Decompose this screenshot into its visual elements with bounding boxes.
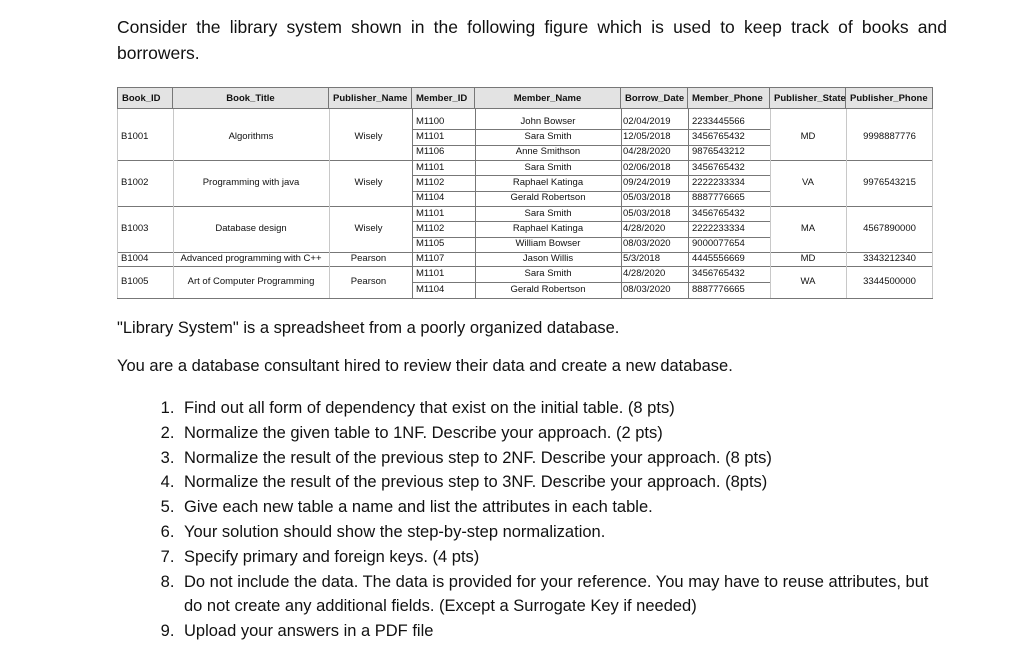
table-rule: [846, 109, 847, 298]
publisher-name-cell: Pearson: [350, 253, 387, 264]
borrow-date-cell: 08/03/2020: [623, 238, 671, 250]
publisher-name-cell: Wisely: [354, 223, 383, 234]
member-name-cell: Sara Smith: [524, 161, 572, 173]
intro-text: Consider the library system shown in the following figure which is used to keep track of books and borrowers.: [117, 17, 947, 63]
member-phone-cell: 9876543212: [692, 146, 745, 158]
publisher-name-cell: Wisely: [354, 131, 383, 142]
member-name-cell: Gerald Robertson: [510, 192, 586, 204]
table-rule: [412, 282, 770, 283]
borrow-date-cell: 04/28/2020: [623, 146, 671, 158]
member-id-cell: M1104: [416, 284, 445, 295]
borrow-date-cell: 4/28/2020: [623, 268, 666, 279]
member-name-cell: Sara Smith: [524, 207, 572, 219]
table-rule: [412, 191, 770, 192]
member-name-cell: William Bowser: [515, 238, 581, 250]
member-phone-cell: 8887776665: [692, 284, 745, 295]
member-name-cell: Jason Willis: [522, 253, 574, 264]
task-item: 1. Find out all form of dependency that exist on the initial table. (8 pts): [179, 396, 947, 421]
book-id-cell: B1002: [121, 177, 149, 188]
table-rule: [412, 175, 770, 176]
borrow-date-cell: 02/04/2019: [623, 115, 671, 127]
member-phone-cell: 3456765432: [692, 131, 745, 142]
table-rule: [412, 145, 770, 146]
member-id-cell: M1100: [416, 115, 445, 127]
publisher-phone-cell: 9976543215: [863, 177, 916, 188]
publisher-state-cell: VA: [802, 177, 814, 188]
borrow-date-cell: 08/03/2020: [623, 284, 671, 295]
column-header: Book_ID: [117, 87, 173, 109]
book-id-cell: B1001: [121, 131, 149, 142]
member-id-cell: M1102: [416, 177, 445, 188]
table-rule: [412, 129, 770, 130]
member-id-cell: M1105: [416, 238, 445, 250]
member-phone-cell: 3456765432: [692, 268, 745, 279]
book-title-cell: Advanced programming with C++: [180, 253, 322, 264]
task-item: 3. Normalize the result of the previous step to 2NF. Describe your approach. (8 pts): [179, 446, 947, 471]
task-item: 7. Specify primary and foreign keys. (4 pts): [179, 545, 947, 570]
borrow-date-cell: 05/03/2018: [623, 207, 671, 219]
member-name-cell: Anne Smithson: [515, 146, 581, 158]
member-id-cell: M1101: [416, 268, 445, 279]
table-rule: [770, 109, 771, 298]
book-title-cell: Art of Computer Programming: [187, 276, 315, 287]
table-rule: [117, 266, 933, 267]
member-phone-cell: 8887776665: [692, 192, 745, 204]
book-title-cell: Algorithms: [228, 131, 274, 142]
member-phone-cell: 2233445566: [692, 115, 745, 127]
member-name-cell: John Bowser: [520, 115, 576, 127]
member-id-cell: M1107: [416, 253, 445, 264]
table-rule: [117, 298, 933, 299]
column-header: Publisher_Phone: [846, 87, 933, 109]
book-id-cell: B1004: [121, 253, 149, 264]
book-id-cell: B1003: [121, 223, 149, 234]
member-phone-cell: 4445556669: [692, 253, 745, 264]
borrow-date-cell: 02/06/2018: [623, 161, 671, 173]
task-item: 8. Do not include the data. The data is provided for your reference. You may have to reuse attributes, but do not create any additional fields. (Except a Surrogate Key if needed): [179, 570, 947, 620]
publisher-phone-cell: 9998887776: [863, 131, 916, 142]
member-id-cell: M1102: [416, 223, 445, 234]
member-id-cell: M1104: [416, 192, 445, 204]
member-phone-cell: 2222233334: [692, 177, 745, 188]
borrow-date-cell: 05/03/2018: [623, 192, 671, 204]
task-item: 6. Your solution should show the step-by-step normalization.: [179, 520, 947, 545]
column-header: Member_ID: [412, 87, 475, 109]
table-rule: [412, 221, 770, 222]
publisher-name-cell: Wisely: [354, 177, 383, 188]
table-rule: [117, 109, 118, 298]
column-header: Member_Phone: [688, 87, 770, 109]
column-header: Borrow_Date: [621, 87, 688, 109]
table-rule: [688, 109, 689, 298]
publisher-state-cell: MD: [800, 253, 816, 264]
member-id-cell: M1101: [416, 207, 445, 219]
publisher-state-cell: MD: [800, 131, 816, 142]
publisher-phone-cell: 3344500000: [863, 276, 916, 287]
borrow-date-cell: 5/3/2018: [623, 253, 660, 264]
task-list: [117, 396, 947, 644]
library-table: [117, 87, 933, 298]
table-rule: [329, 109, 330, 298]
table-rule: [412, 109, 413, 298]
member-phone-cell: 3456765432: [692, 161, 745, 173]
member-name-cell: Gerald Robertson: [510, 284, 586, 295]
member-id-cell: M1101: [416, 161, 445, 173]
task-item: 4. Normalize the result of the previous step to 3NF. Describe your approach. (8pts): [179, 470, 947, 495]
book-title-cell: Programming with java: [202, 177, 300, 188]
task-item: 9. Upload your answers in a PDF file: [179, 619, 947, 644]
consultant-paragraph: You are a database consultant hired to review their data and create a new database.: [117, 357, 733, 375]
task-item: 2. Normalize the given table to 1NF. Describe your approach. (2 pts): [179, 421, 947, 446]
table-rule: [932, 109, 933, 298]
member-name-cell: Sara Smith: [524, 268, 572, 279]
task-item: 5. Give each new table a name and list the attributes in each table.: [179, 495, 947, 520]
column-header: Book_Title: [173, 87, 329, 109]
borrow-date-cell: 4/28/2020: [623, 223, 666, 234]
member-phone-cell: 9000077654: [692, 238, 745, 250]
member-name-cell: Raphael Katinga: [512, 177, 584, 188]
publisher-phone-cell: 3343212340: [863, 253, 916, 264]
column-header: Publisher_Name: [329, 87, 412, 109]
table-rule: [173, 109, 174, 298]
borrow-date-cell: 12/05/2018: [623, 131, 671, 142]
table-rule: [475, 109, 476, 298]
table-rule: [621, 109, 622, 298]
book-id-cell: B1005: [121, 276, 149, 287]
column-header: Member_Name: [475, 87, 621, 109]
book-title-cell: Database design: [215, 223, 287, 234]
member-phone-cell: 2222233334: [692, 223, 745, 234]
description-paragraph: "Library System" is a spreadsheet from a poorly organized database.: [117, 319, 620, 337]
member-name-cell: Raphael Katinga: [512, 223, 584, 234]
member-id-cell: M1106: [416, 146, 445, 158]
publisher-state-cell: WA: [800, 276, 816, 287]
member-phone-cell: 3456765432: [692, 207, 745, 219]
borrow-date-cell: 09/24/2019: [623, 177, 671, 188]
table-rule: [412, 237, 770, 238]
publisher-name-cell: Pearson: [350, 276, 387, 287]
member-id-cell: M1101: [416, 131, 445, 142]
member-name-cell: Sara Smith: [524, 131, 572, 142]
publisher-state-cell: MA: [800, 223, 816, 234]
column-header: Publisher_State: [770, 87, 846, 109]
publisher-phone-cell: 4567890000: [863, 223, 916, 234]
